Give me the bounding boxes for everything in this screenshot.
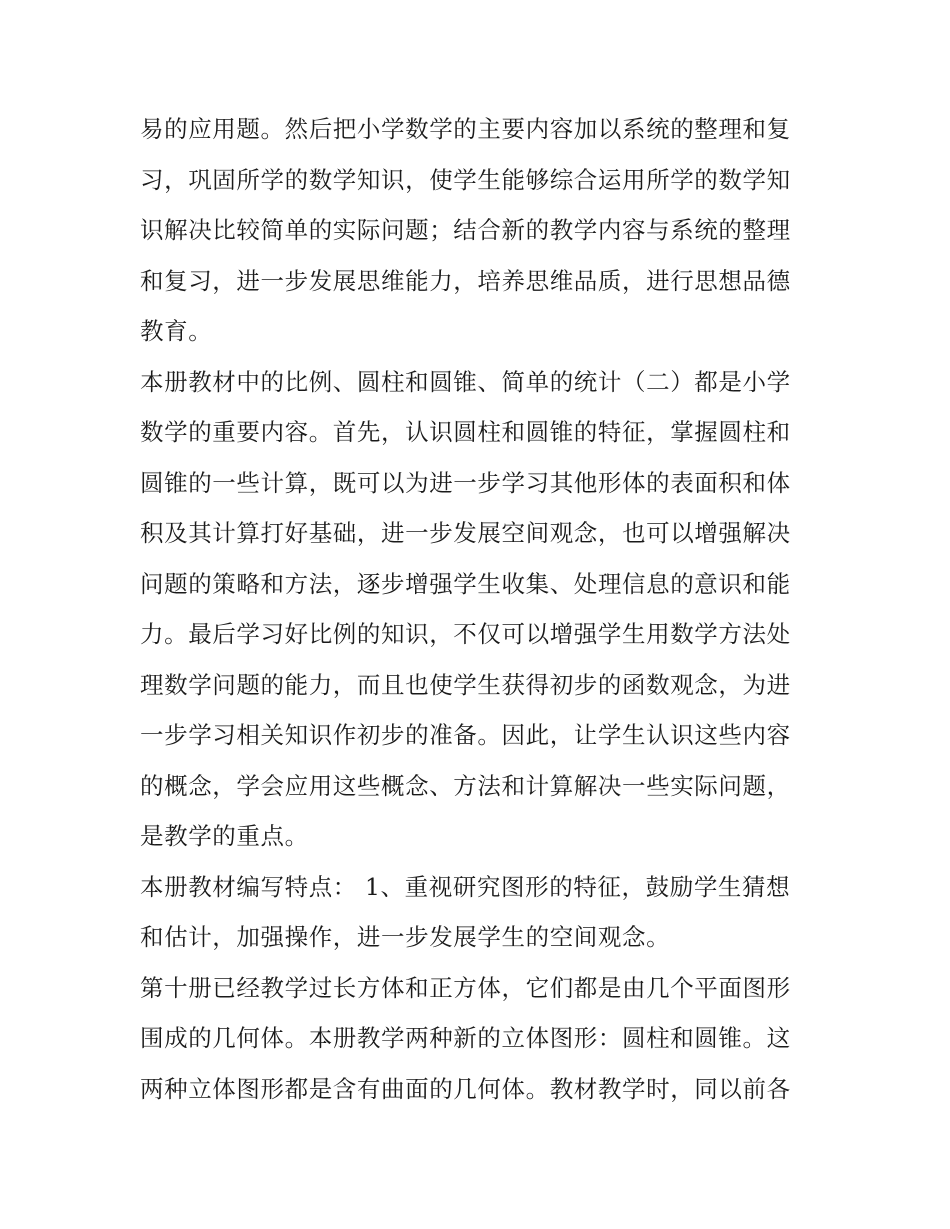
body-text <box>140 104 820 1114</box>
text-line: 是教学的重点。 <box>140 822 309 850</box>
text-line: 和复习，进一步发展思维能力，培养思维品质，进行思想品德 <box>140 266 791 295</box>
text-line: 教育。 <box>140 317 213 345</box>
text-line: 围成的几何体。本册教学两种新的立体图形：圆柱和圆锥。这 <box>140 1024 791 1052</box>
text-line: 习，巩固所学的数学知识，使学生能够综合运用所学的数学知 <box>140 165 791 194</box>
text-line: 积及其计算打好基础，进一步发展空间观念，也可以增强解决 <box>140 519 791 547</box>
text-line: 本册教材中的比例、圆柱和圆锥、简单的统计（二）都是小学 <box>140 367 791 396</box>
text-line: 力。最后学习好比例的知识，不仅可以增强学生用数学方法处 <box>140 620 791 648</box>
text-line: 一步学习相关知识作初步的准备。因此，让学生认识这些内容 <box>140 721 791 749</box>
text-line: 圆锥的一些计算，既可以为进一步学习其他形体的表面积和体 <box>140 468 791 497</box>
text-line: 理数学问题的能力，而且也使学生获得初步的函数观念，为进 <box>140 670 791 699</box>
text-line: 第十册已经教学过长方体和正方体，它们都是由几个平面图形 <box>140 973 791 1002</box>
text-line: 识解决比较简单的实际问题；结合新的教学内容与系统的整理 <box>140 216 791 244</box>
text-line: 问题的策略和方法，逐步增强学生收集、处理信息的意识和能 <box>140 569 791 598</box>
text-line: 两种立体图形都是含有曲面的几何体。教材教学时，同以前各 <box>140 1074 791 1103</box>
text-line: 本册教材编写特点： 1、重视研究图形的特征，鼓励学生猜想 <box>140 872 791 901</box>
text-line: 数学的重要内容。首先，认识圆柱和圆锥的特征，掌握圆柱和 <box>140 418 791 446</box>
text-line: 和估计，加强操作，进一步发展学生的空间观念。 <box>140 923 671 951</box>
text-line: 的概念，学会应用这些概念、方法和计算解决一些实际问题， <box>140 771 791 800</box>
text-line: 易的应用题。然后把小学数学的主要内容加以系统的整理和复 <box>140 115 791 143</box>
